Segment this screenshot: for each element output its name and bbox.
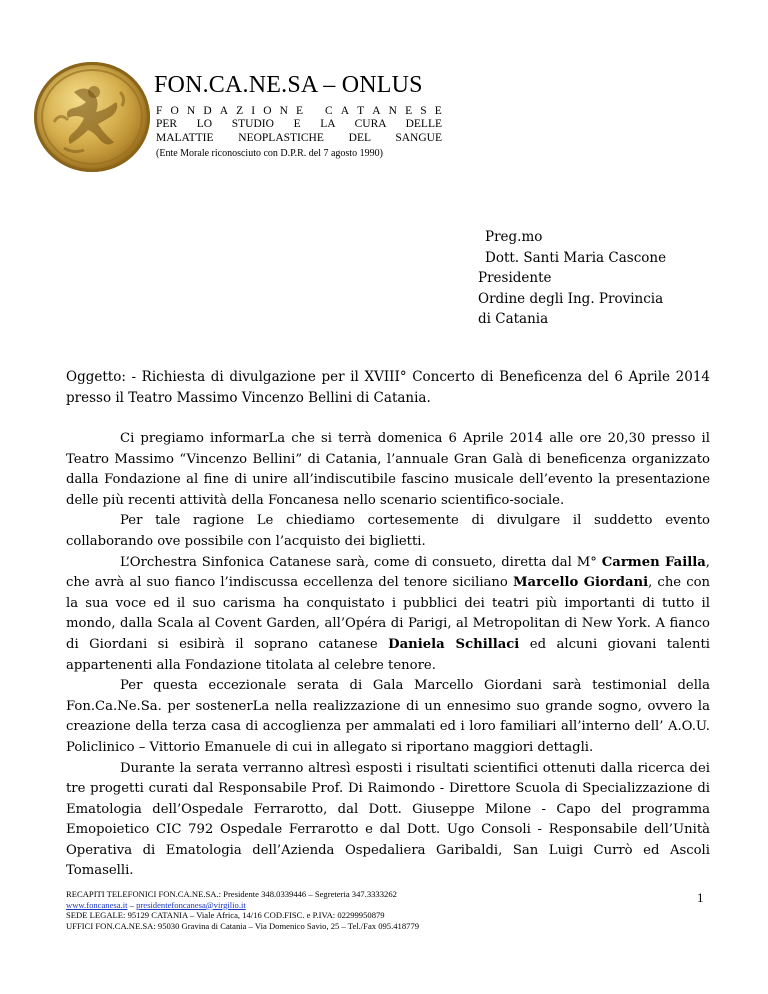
organization-title: FON.CA.NE.SA – ONLUS xyxy=(154,72,423,98)
letter: E xyxy=(296,105,304,117)
text-run: L’Orchestra Sinfonica Catanese sarà, come di consueto, diretta dal M° xyxy=(120,554,602,570)
recipient-address-block xyxy=(478,227,666,330)
letter: D xyxy=(203,105,212,117)
footer-legal-address: SEDE LEGALE: 95129 CATANIA – Viale Africa, 14/16 COD.FISC. e P.IVA: 02299950879 xyxy=(66,910,385,921)
text-run: ed alcuni giovani talenti appartenenti alla Fondazione titolata al celebre tenore. xyxy=(66,636,710,673)
page-number: 1 xyxy=(697,890,704,905)
body-paragraph-5: Durante la serata verranno altresì esposti i risultati scientifici ottenuti dalla ricerca dei tre progetti curati dal Responsabile Prof. Di Raimondo - Direttore Scuola di Specializzazione di Ematologia dell’Ospedale Ferrarotto, dal Dott. Giuseppe Milone - Capo del programma Emopoietico CIC 792 Ospedale Ferrarotto e dal Dott. Ugo Consoli - Responsabile dell’Unità Operativa di Ematologia dell’Azienda Ospedaliera Garibaldi, San Luigi Currò ed Ascoli Tomaselli. xyxy=(66,760,710,879)
letter: N xyxy=(279,105,288,117)
footer-office-address: UFFICI FON.CA.NE.SA: 95030 Gravina di Catania – Via Domenico Savio, 25 – Tel./Fax 095.418779 xyxy=(66,920,420,931)
text-run: , che con la sua voce ed il suo carisma ha conquistato i pubblici dei teatri più importanti di tutto il mondo, dalla Scala al Covent Garden, all’Opéra di Parigi, al Metropolitan di New York. A fianco di Giordani si esibirà il soprano catanese xyxy=(66,575,711,652)
coin-relief-figure xyxy=(34,62,150,172)
letter: N xyxy=(388,105,397,117)
footer-web-line xyxy=(66,900,586,911)
letter: E xyxy=(405,105,413,117)
letter: S xyxy=(420,105,427,117)
footer-separator: – xyxy=(127,899,137,910)
letter: A xyxy=(219,105,229,117)
letter: T xyxy=(357,105,365,117)
body-paragraph-4: Per questa eccezionale serata di Gala Marcello Giordani sarà testimonial della Fon.Ca.Ne.Sa. per sostenerLa nella realizzazione di un ennesimo suo grande sogno, ovvero la creazione della terza casa di accoglienza per ammalati ed i loro familiari all’interno dell’ A.O.U. Policlinico – Vittorio Emanuele di cui in allegato si riportano maggiori dettagli. xyxy=(66,678,710,755)
recipient-name: Dott. Santi Maria Cascone xyxy=(485,249,667,266)
email-link[interactable]: presidentefoncanesa@virgilio.it xyxy=(136,899,246,910)
letter: I xyxy=(251,105,256,117)
letter: A xyxy=(340,105,350,117)
footer-phone-line: RECAPITI TELEFONICI FON.CA.NE.SA.: Presidente 348.0339446 – Segreteria 347.3333262 xyxy=(66,889,397,899)
gold-coin-seal-icon xyxy=(34,62,150,172)
text-run: , che avrà al suo fianco l’indiscussa eccellenza del tenore siciliano xyxy=(66,554,710,591)
letter: F xyxy=(156,105,163,117)
letter: A xyxy=(372,105,381,117)
recipient-salutation: Preg.mo xyxy=(485,229,543,245)
letter-subject: Oggetto: - Richiesta di divulgazione per il XVIII° Concerto di Beneficenza del 6 Aprile 2014 presso il Teatro Massimo Vincenzo Bellini di Catania. xyxy=(66,369,710,406)
website-link[interactable]: www.foncanesa.it xyxy=(66,899,128,910)
letter: Z xyxy=(236,105,244,117)
letter: N xyxy=(186,105,196,117)
letter: E xyxy=(434,105,442,117)
letter: O xyxy=(263,105,272,117)
soprano-name: Daniela Schillaci xyxy=(388,636,520,652)
recipient-organization: Ordine degli Ing. Provincia xyxy=(478,290,664,307)
organization-legal-note: (Ente Morale riconosciuto con D.P.R. del 7 agosto 1990) xyxy=(156,148,383,159)
body-paragraph-3 xyxy=(66,553,710,677)
letter: O xyxy=(170,105,179,117)
letter-body xyxy=(66,429,710,882)
body-paragraph-1: Ci pregiamo informarLa che si terrà domenica 6 Aprile 2014 alle ore 20,30 presso il Teatro Massimo “Vincenzo Bellini” di Catania, l’annuale Gran Galà di beneficenza organizzato dalla Fondazione al fine di unire all’indiscutibile fascino musicale dell’evento la presentazione delle più recenti attività della Foncanesa nello scenario scientifico-sociale. xyxy=(66,431,710,508)
letter: C xyxy=(324,105,333,117)
footer-contacts xyxy=(66,889,586,931)
body-paragraph-2: Per tale ragione Le chiediamo cortesemente di divulgare il suddetto evento collaborando ove possibile con l’acquisto dei biglietti. xyxy=(66,513,710,549)
conductor-name: Carmen Failla xyxy=(601,554,706,570)
organization-subtitle-line-3: MALATTIE NEOPLASTICHE DEL SANGUE xyxy=(156,132,442,144)
recipient-role: Presidente xyxy=(478,270,552,286)
tenor-name: Marcello Giordani xyxy=(512,575,649,591)
recipient-city: di Catania xyxy=(478,311,549,327)
organization-subtitle-line-2: PER LO STUDIO E LA CURA DELLE xyxy=(156,118,442,130)
